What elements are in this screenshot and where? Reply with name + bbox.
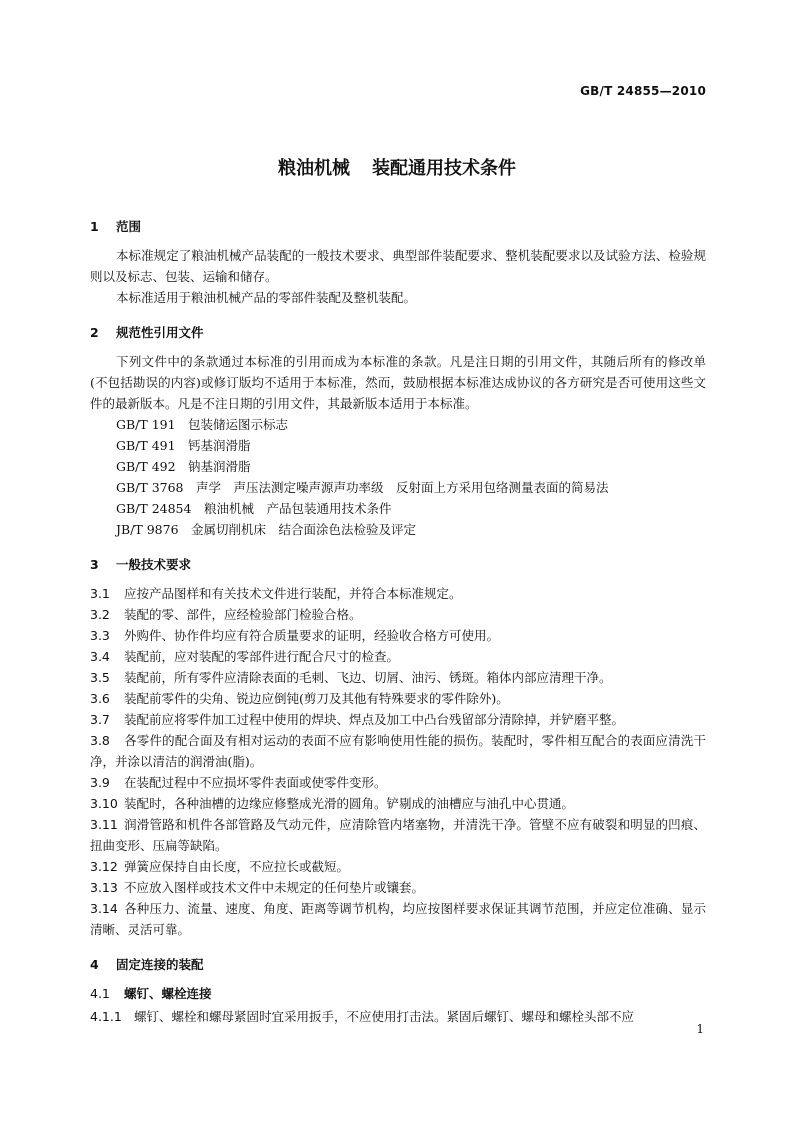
clause: 3.13 不应放入图样或技术文件中未规定的任何垫片或镶套。 <box>90 880 425 895</box>
clause: 3.10 装配时，各种油槽的边缘应修整成光滑的圆角。铲剔成的油槽应与油孔中心贯通。 <box>90 796 575 811</box>
section-heading-3: 3 一般技术要求 <box>90 557 192 572</box>
clause: 3.2 装配的零、部件，应经检验部门检验合格。 <box>90 607 362 622</box>
clause: 4.1.1 螺钉、螺栓和螺母紧固时宜采用扳手，不应使用打击法。紧固后螺钉、螺母和螺栓头部不应 <box>90 1009 635 1024</box>
clause: 3.14 各种压力、流量、速度、角度、距离等调节机构，均应按图样要求保证其调节范围，并应定位准确、显示清晰、灵活可靠。 <box>90 901 706 937</box>
reference-item: GB/T 491 钙基润滑脂 <box>116 438 251 453</box>
document-title <box>0 154 794 180</box>
section-heading-4: 4 固定连接的装配 <box>90 957 204 972</box>
clause: 3.3 外购件、协作件均应有符合质量要求的证明，经验收合格方可使用。 <box>90 628 500 643</box>
title-part-1: 粮油机械 <box>278 158 350 179</box>
section-heading-1: 1 范围 <box>90 219 142 234</box>
reference-item: JB/T 9876 金属切削机床 结合面涂色法检验及评定 <box>116 522 417 537</box>
standard-number: GB/T 24855—2010 <box>580 84 706 98</box>
reference-item: GB/T 24854 粮油机械 产品包装通用技术条件 <box>116 501 392 516</box>
clause: 3.9 在装配过程中不应损坏零件表面或使零件变形。 <box>90 775 387 790</box>
reference-item: GB/T 3768 声学 声压法测定噪声源声功率级 反射面上方采用包络测量表面的简易法 <box>116 480 609 495</box>
paragraph: 本标准适用于粮油机械产品的零部件装配及整机装配。 <box>116 290 417 305</box>
clause: 3.12 弹簧应保持自由长度，不应拉长或截短。 <box>90 859 350 874</box>
clause: 3.1 应按产品图样和有关技术文件进行装配，并符合本标准规定。 <box>90 586 462 601</box>
clause: 3.7 装配前应将零件加工过程中使用的焊块、焊点及加工中凸台残留部分清除掉，并铲磨平整。 <box>90 712 625 727</box>
section-heading-2: 2 规范性引用文件 <box>90 325 204 340</box>
document-body <box>90 210 706 1027</box>
title-part-2: 装配通用技术条件 <box>372 158 516 179</box>
paragraph: 下列文件中的条款通过本标准的引用而成为本标准的条款。凡是注日期的引用文件，其随后所有的修改单(不包括勘误的内容)或修订版均不适用于本标准，然而，鼓励根据本标准达成协议的各方研究是否可使用这些文件的最新版本。凡是不注日期的引用文件，其最新版本适用于本标准。 <box>90 354 706 411</box>
clause: 3.8 各零件的配合面及有相对运动的表面不应有影响使用性能的损伤。装配时，零件相互配合的表面应清洗干净，并涂以清洁的润滑油(脂)。 <box>90 733 706 769</box>
subsection-heading: 4.1 螺钉、螺栓连接 <box>90 986 212 1001</box>
clause: 3.11 润滑管路和机件各部管路及气动元件，应清除管内堵塞物，并清洗干净。管壁不应有破裂和明显的凹痕、扭曲变形、压扁等缺陷。 <box>90 817 706 853</box>
page-number: 1 <box>696 1022 704 1036</box>
clause: 3.5 装配前，所有零件应清除表面的毛刺、飞边、切屑、油污、锈斑。箱体内部应清理干净。 <box>90 670 612 685</box>
reference-item: GB/T 492 钠基润滑脂 <box>116 459 251 474</box>
clause: 3.6 装配前零件的尖角、锐边应倒钝(剪刀及其他有特殊要求的零件除外)。 <box>90 691 509 706</box>
reference-item: GB/T 191 包装储运图示标志 <box>116 417 289 432</box>
paragraph: 本标准规定了粮油机械产品装配的一般技术要求、典型部件装配要求、整机装配要求以及试验方法、检验规则以及标志、包装、运输和储存。 <box>90 248 706 284</box>
clause: 3.4 装配前，应对装配的零部件进行配合尺寸的检查。 <box>90 649 400 664</box>
